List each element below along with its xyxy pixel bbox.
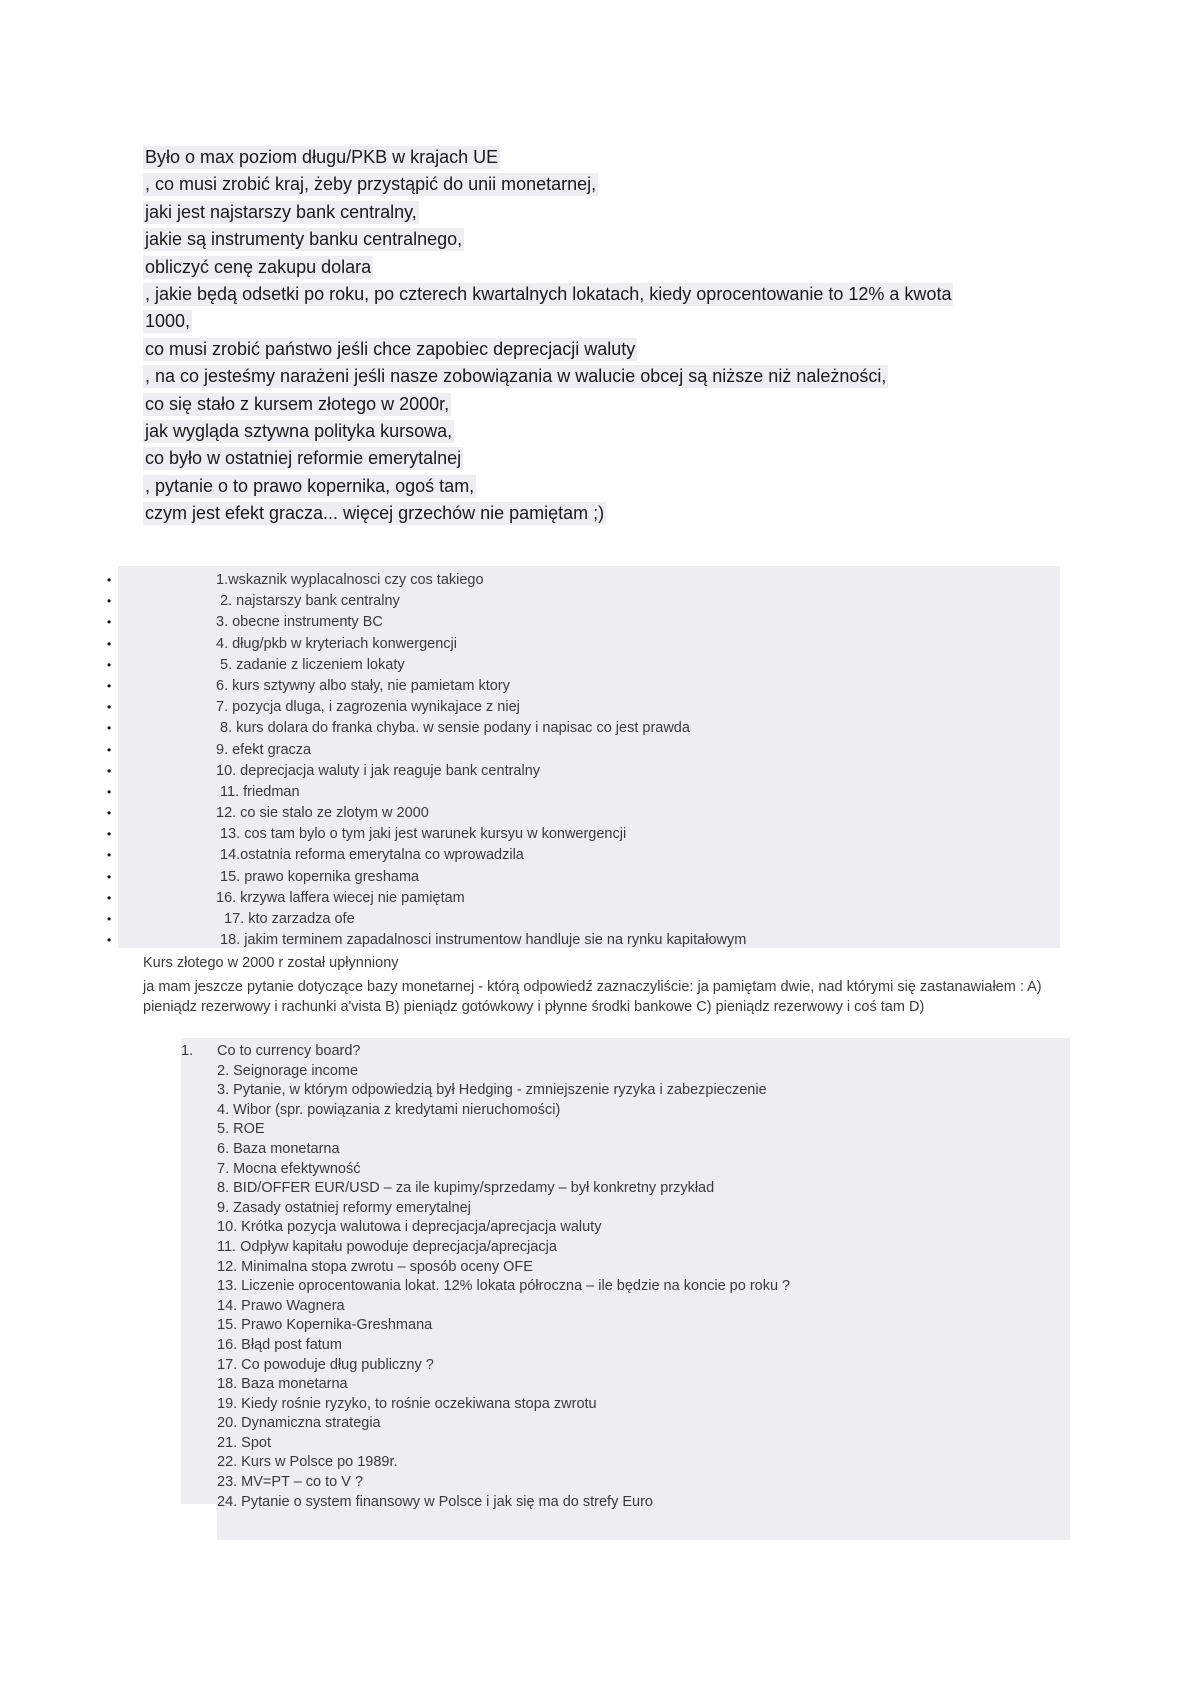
bullet-icon: •	[107, 890, 112, 905]
list-item: • 11. friedman	[100, 782, 1060, 803]
list-item: • 3. obecne instrumenty BC	[100, 612, 1060, 633]
text-line: , na co jesteśmy narażeni jeśli nasze zobowiązania w walucie obcej są niższe niż należności,	[145, 366, 887, 387]
list-item: 7. Mocna efektywność	[217, 1160, 361, 1177]
list-item: 11. Odpływ kapitału powoduje deprecjacja/aprecjacja	[217, 1238, 557, 1255]
list-item: 24. Pytanie o system finansowy w Polsce i jak się ma do strefy Euro	[217, 1493, 653, 1510]
list-item: 14. Prawo Wagnera	[217, 1297, 345, 1314]
list-item: 10. Krótka pozycja walutowa i deprecjacja/aprecjacja waluty	[217, 1219, 602, 1236]
list-item: • 9. efekt gracza	[100, 740, 1060, 761]
text-line: co musi zrobić państwo jeśli chce zapobiec deprecjacji waluty	[145, 338, 636, 359]
bullet-icon: •	[107, 912, 112, 926]
list-marker: 1.	[181, 1043, 194, 1059]
list-item: • 6. kurs sztywny albo stały, nie pamietam ktory	[100, 676, 1060, 697]
bullet-icon: •	[107, 763, 112, 778]
list-item: 20. Dynamiczna strategia	[217, 1415, 381, 1432]
text-line: 1000,	[145, 311, 191, 332]
text-line: czym jest efekt gracza... więcej grzechów nie pamiętam ;)	[145, 503, 605, 524]
text-line: jakie są instrumenty banku centralnego,	[145, 229, 463, 250]
list-item: • 17. kto zarzadza ofe	[100, 909, 1060, 930]
list-item: 1. Co to currency board?	[181, 1042, 1061, 1062]
numbered-list	[181, 1042, 1061, 1512]
list-item: 4. Wibor (spr. powiązania z kredytami nieruchomości)	[217, 1101, 561, 1118]
list-item: 23. MV=PT – co to V ?	[217, 1474, 364, 1491]
list-item: • 10. deprecjacja waluty i jak reaguje bank centralny	[100, 761, 1060, 782]
text-line: co było w ostatniej reformie emerytalnej	[145, 448, 462, 469]
bullet-icon: •	[107, 573, 112, 587]
bullet-icon: •	[107, 784, 112, 799]
list-item: • 5. zadanie z liczeniem lokaty	[100, 655, 1060, 676]
bullet-icon: •	[107, 806, 112, 821]
text-line: Było o max poziom długu/PKB w krajach UE	[145, 147, 499, 167]
list-item: 12. Minimalna stopa zwrotu – sposób oceny OFE	[217, 1258, 533, 1275]
list-item: • 18. jakim terminem zapadalnosci instrumentow handluje sie na rynku kapitałowym	[100, 930, 1060, 951]
bullet-list	[100, 570, 1060, 951]
text-line: jak wygląda sztywna polityka kursowa,	[145, 420, 453, 441]
text-line: , jakie będą odsetki po roku, po czterech kwartalnych lokatach, kiedy oprocentowanie to 12% a kwota	[145, 283, 952, 304]
bullet-icon: •	[107, 933, 112, 948]
exam-questions-recollection	[143, 144, 1073, 527]
list-item: 16. Błąd post fatum	[217, 1336, 342, 1353]
note-paragraph: ja mam jeszcze pytanie dotyczące bazy monetarnej - którą odpowiedź zaznaczyliście: ja pamiętam dwie, nad którymi się zastanawiałem : A) pieniądz rezerwowy i rachunki a'vista B) pieniądz gotówkowy i płynne środki bankowe C) pieniądz rezerwowy i coś tam D)	[143, 979, 1042, 1015]
list-item: 8. BID/OFFER EUR/USD – za ile kupimy/sprzedamy – był konkretny przykład	[217, 1180, 715, 1197]
text-line: jaki jest najstarszy bank centralny,	[145, 201, 417, 222]
list-item: 17. Co powoduje dług publiczny ?	[217, 1356, 434, 1373]
bullet-icon: •	[107, 721, 112, 736]
list-item: 5. ROE	[217, 1121, 265, 1138]
list-item: • 16. krzywa laffera wiecej nie pamiętam	[100, 888, 1060, 909]
list-item: 18. Baza monetarna	[217, 1376, 348, 1393]
bullet-icon: •	[107, 700, 112, 715]
bullet-icon: •	[107, 869, 112, 884]
list-item: 15. Prawo Kopernika-Greshmana	[217, 1317, 433, 1334]
list-item: 19. Kiedy rośnie ryzyko, to rośnie oczekiwana stopa zwrotu	[217, 1395, 597, 1412]
list-item: • 13. cos tam bylo o tym jaki jest warunek kursyu w konwergencji	[100, 824, 1060, 845]
list-item: • 7. pozycja dluga, i zagrozenia wynikajace z niej	[100, 697, 1060, 718]
bullet-icon: •	[107, 594, 112, 609]
list-item: 6. Baza monetarna	[217, 1140, 340, 1157]
list-item: • 1.wskaznik wyplacalnosci czy cos takiego	[100, 570, 1060, 591]
bullet-icon: •	[107, 657, 112, 672]
text-line: , co musi zrobić kraj, żeby przystąpić do unii monetarnej,	[145, 174, 597, 195]
list-item: • 4. dług/pkb w kryteriach konwergencji	[100, 634, 1060, 655]
list-item: • 8. kurs dolara do franka chyba. w sensie podany i napisac co jest prawda	[100, 718, 1060, 739]
list-item: • 12. co sie stalo ze zlotym w 2000	[100, 803, 1060, 824]
list-item: • 15. prawo kopernika greshama	[100, 867, 1060, 888]
text-line: , pytanie o to prawo kopernika, ogoś tam,	[145, 475, 475, 496]
list-item: 2. Seignorage income	[217, 1062, 359, 1079]
bullet-icon: •	[107, 742, 112, 757]
list-item: 22. Kurs w Polsce po 1989r.	[217, 1454, 398, 1471]
list-item: • 14.ostatnia reforma emerytalna co wprowadzila	[100, 845, 1060, 866]
text-line: co się stało z kursem złotego w 2000r,	[145, 393, 450, 414]
note-line: Kurs złotego w 2000 r został upłynniony	[143, 955, 399, 971]
bullet-icon: •	[107, 636, 112, 651]
list-item: 21. Spot	[217, 1434, 272, 1451]
text-line: obliczyć cenę zakupu dolara	[145, 256, 372, 277]
bullet-icon: •	[107, 615, 112, 630]
list-item: • 2. najstarszy bank centralny	[100, 591, 1060, 612]
bullet-icon: •	[107, 827, 112, 842]
bullet-icon: •	[107, 848, 112, 863]
list-item: 13. Liczenie oprocentowania lokat. 12% lokata półroczna – ile będzie na koncie po roku ?	[217, 1278, 791, 1295]
list-item: 3. Pytanie, w którym odpowiedzią był Hedging - zmniejszenie ryzyka i zabezpieczenie	[217, 1082, 767, 1099]
list-item: 9. Zasady ostatniej reformy emerytalnej	[217, 1199, 471, 1216]
bullet-icon: •	[107, 678, 112, 693]
